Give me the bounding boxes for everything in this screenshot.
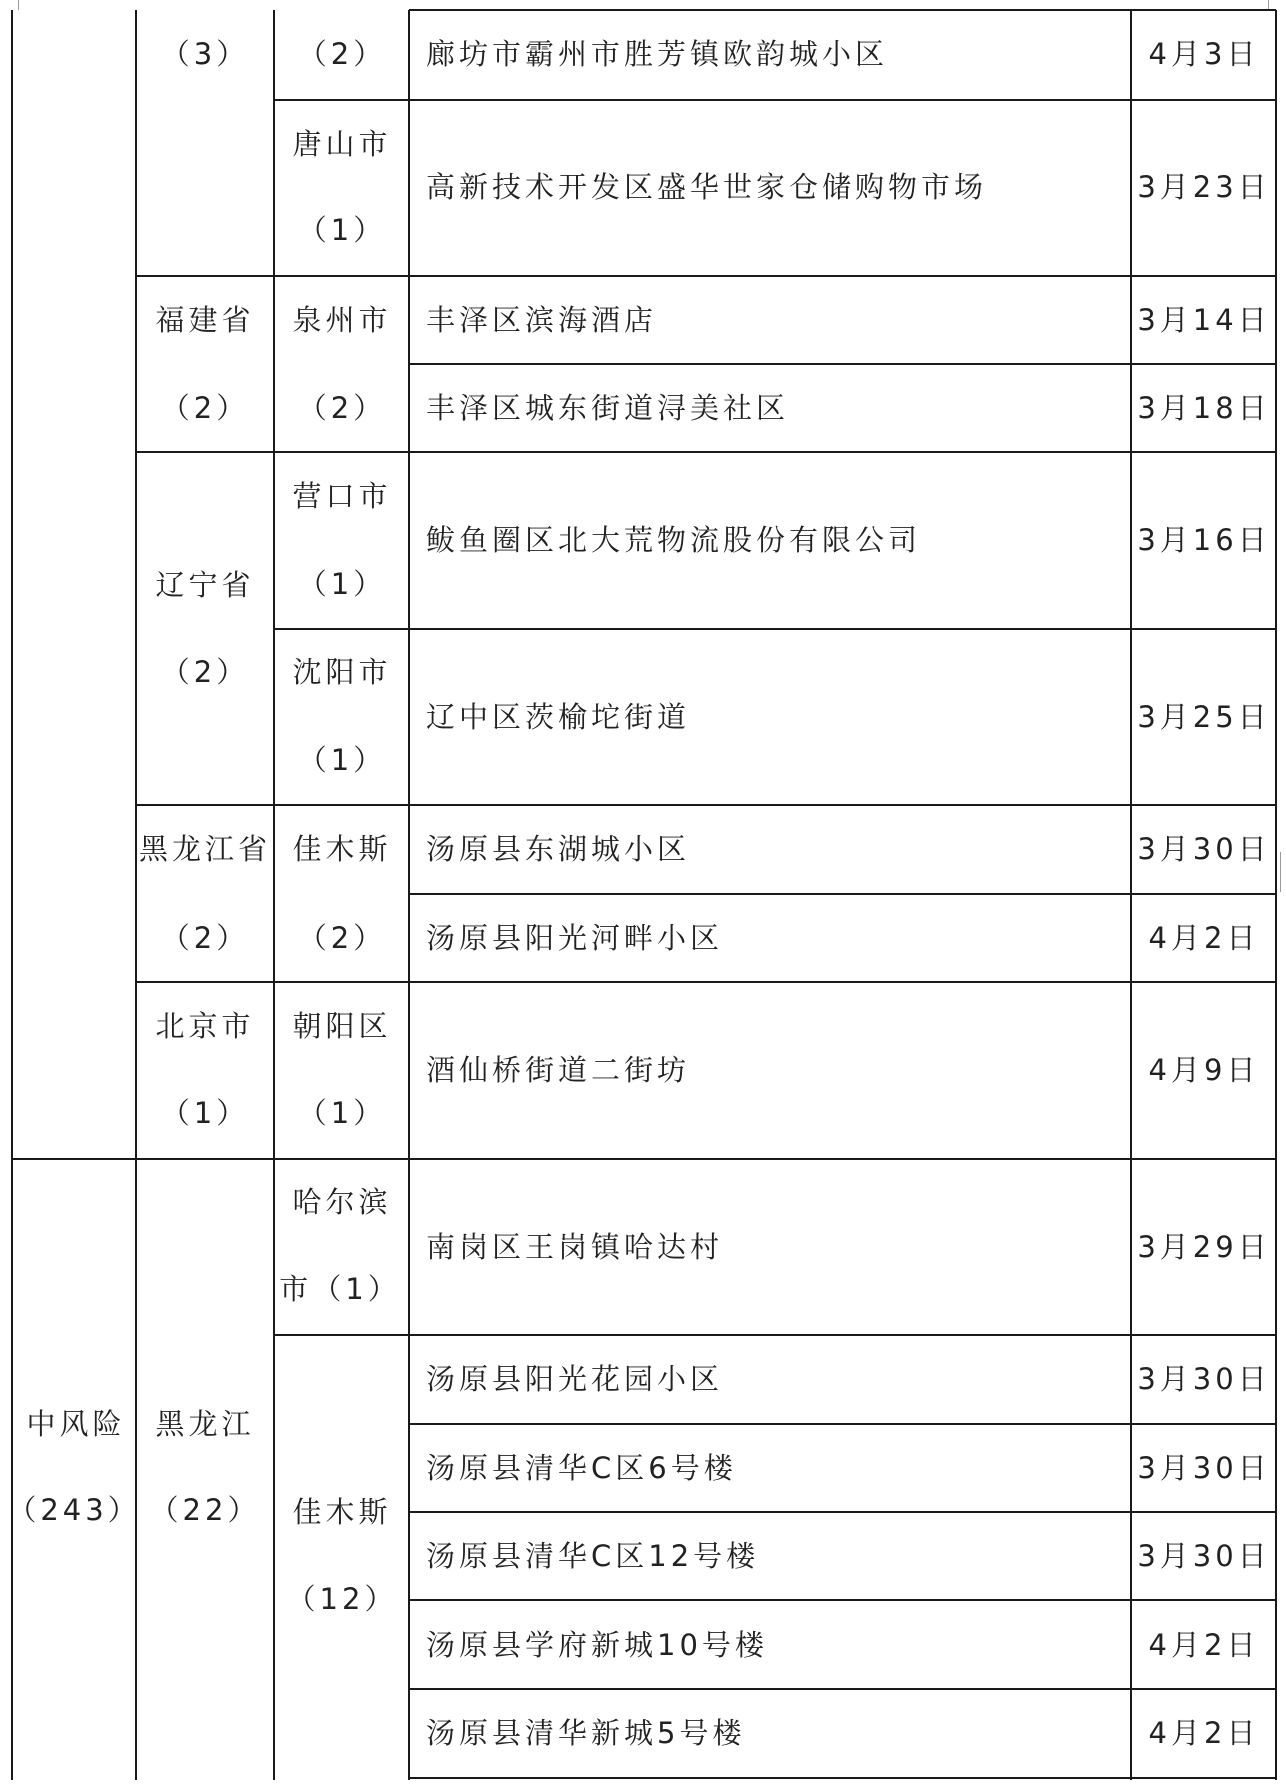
date-cell: 3月30日: [1137, 1539, 1271, 1573]
place-cell: 汤原县清华C区12号楼: [426, 1539, 760, 1573]
province-count: （2）: [160, 921, 250, 955]
risk-level-label: 中风险: [26, 1407, 126, 1441]
date-cell: 3月16日: [1137, 523, 1271, 557]
province-count: （1）: [160, 1096, 250, 1130]
city-count: （2）: [297, 921, 387, 955]
date-cell: 4月2日: [1148, 921, 1260, 955]
province-count: （2）: [160, 655, 250, 689]
province-name: 福建省: [155, 303, 255, 337]
city-name: 唐山市: [292, 127, 392, 161]
date-cell: 4月2日: [1148, 1716, 1260, 1750]
place-cell: 丰泽区滨海酒店: [426, 303, 658, 337]
city-name: 营口市: [292, 479, 392, 513]
place-cell: 汤原县东湖城小区: [426, 832, 691, 866]
date-cell: 4月2日: [1148, 1628, 1260, 1662]
city-name: 泉州市: [292, 303, 392, 337]
place-cell: 辽中区茨榆坨街道: [426, 700, 691, 734]
place-cell: 汤原县阳光花园小区: [426, 1362, 724, 1396]
date-cell: 3月30日: [1137, 1451, 1271, 1485]
date-cell: 3月18日: [1137, 391, 1271, 425]
date-cell: 3月30日: [1137, 832, 1271, 866]
province-name: 黑龙江: [155, 1407, 255, 1441]
province-count: （2）: [160, 391, 250, 425]
city-count: （1）: [297, 213, 387, 247]
place-cell: 酒仙桥街道二街坊: [426, 1053, 691, 1087]
city-count: （2）: [297, 37, 387, 71]
province-name: 北京市: [155, 1009, 255, 1043]
date-cell: 3月30日: [1137, 1362, 1271, 1396]
place-cell: 汤原县阳光河畔小区: [426, 921, 724, 955]
date-cell: 3月14日: [1137, 303, 1271, 337]
city-count: （2）: [297, 391, 387, 425]
place-cell: 丰泽区城东街道浔美社区: [426, 391, 790, 425]
place-cell: 汤原县清华C区6号楼: [426, 1451, 737, 1485]
city-count: （12）: [286, 1582, 398, 1616]
city-name: 佳木斯: [292, 1495, 392, 1529]
risk-level-count: （243）: [7, 1493, 141, 1527]
city-name: 沈阳市: [292, 655, 392, 689]
date-cell: 3月23日: [1137, 170, 1271, 204]
city-name: 哈尔滨: [292, 1185, 392, 1219]
city-count: 市（1）: [279, 1272, 401, 1306]
date-cell: 4月9日: [1148, 1053, 1260, 1087]
place-cell: 高新技术开发区盛华世家仓储购物市场: [426, 170, 988, 204]
province-count: （22）: [149, 1493, 261, 1527]
date-cell: 4月3日: [1148, 37, 1260, 71]
place-cell: 鲅鱼圈区北大荒物流股份有限公司: [426, 523, 922, 557]
province-name: 黑龙江省: [138, 832, 272, 866]
place-cell: 廊坊市霸州市胜芳镇欧韵城小区: [426, 37, 889, 71]
city-count: （1）: [297, 567, 387, 601]
city-name: 朝阳区: [292, 1009, 392, 1043]
place-cell: 汤原县学府新城10号楼: [426, 1628, 768, 1662]
date-cell: 3月25日: [1137, 700, 1271, 734]
date-cell: 3月29日: [1137, 1230, 1271, 1264]
place-cell: 汤原县清华新城5号楼: [426, 1716, 746, 1750]
city-count: （1）: [297, 743, 387, 777]
city-name: 佳木斯: [292, 832, 392, 866]
place-cell: 南岗区王岗镇哈达村: [426, 1230, 724, 1264]
city-count: （1）: [297, 1096, 387, 1130]
province-count: （3）: [160, 37, 250, 71]
province-name: 辽宁省: [155, 568, 255, 602]
